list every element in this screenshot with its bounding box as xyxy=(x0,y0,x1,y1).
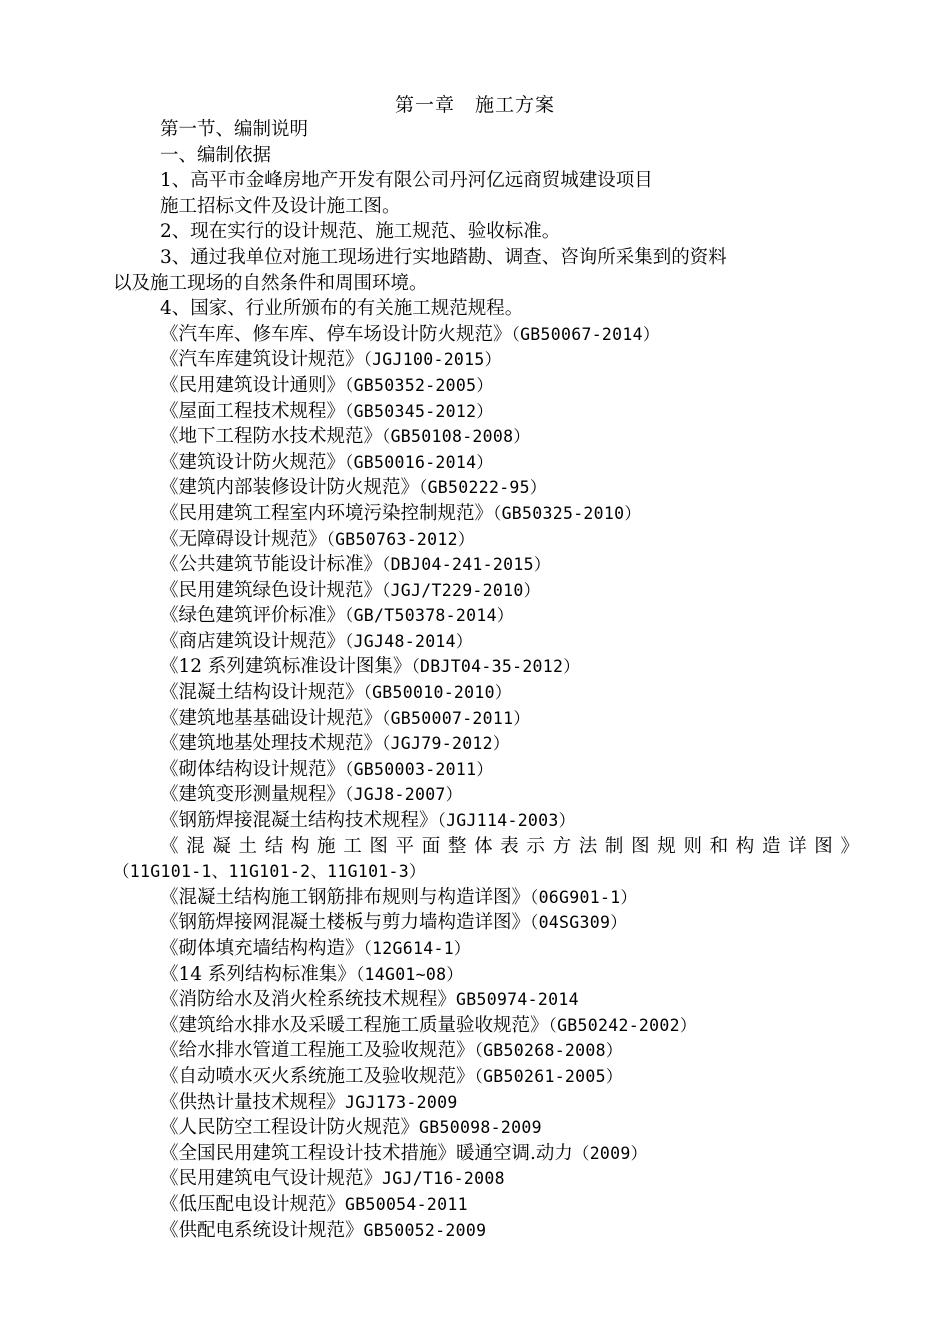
title-char: 结 xyxy=(264,835,284,857)
standard-name: 《12 系列建筑标准设计图集》 xyxy=(160,656,412,678)
standard-item xyxy=(113,527,859,553)
standard-item xyxy=(113,1192,859,1218)
standard-name: 《民用建筑设计通则》 xyxy=(160,374,346,396)
standard-code: （14G01~08） xyxy=(355,964,464,984)
standard-item xyxy=(113,322,859,348)
title-char: 《 xyxy=(160,835,179,857)
title-char: 法 xyxy=(578,835,598,857)
title-char: 规 xyxy=(657,835,676,857)
basis-item-3: 3、通过我单位对施工现场进行实地踏勘、调查、咨询所采集到的资料 xyxy=(160,246,727,268)
standard-code: （DBJ04-241-2015） xyxy=(382,555,551,575)
standard-code: （GB/T50378-2014） xyxy=(345,606,514,626)
title-char: 构 xyxy=(290,835,310,857)
standard-code: GB50052-2009 xyxy=(363,1220,487,1240)
standard-item xyxy=(113,808,859,834)
section-title: 第一节、编制说明 xyxy=(160,119,309,140)
subsection-title: 一、编制依据 xyxy=(160,144,272,166)
standard-name: 《绿色建筑评价标准》 xyxy=(160,605,346,627)
standard-code: （GB50763-2012） xyxy=(326,529,475,549)
standard-item xyxy=(113,1218,859,1244)
standard-item xyxy=(113,706,859,732)
title-char: 图 xyxy=(631,835,650,857)
title-char: 表 xyxy=(500,835,519,857)
standard-code: （JGJ114-2003） xyxy=(437,811,576,831)
standard-name: 《钢筋焊接混凝土结构技术规程》 xyxy=(160,810,438,832)
standard-item xyxy=(113,654,859,680)
standard-item xyxy=(113,731,859,757)
standard-item xyxy=(113,910,859,936)
standard-code: （GB50067-2014） xyxy=(511,324,660,344)
standard-name: 《汽车库、修车库、停车场设计防火规范》 xyxy=(160,323,512,345)
standard-name: 《混凝土结构施工钢筋排布规则与构造详图》 xyxy=(160,886,531,908)
standard-code: （12G614-1） xyxy=(363,939,471,958)
standard-name: 《全国民用建筑工程设计技术措施》暖通空调.动力 xyxy=(160,1142,573,1164)
standard-name: 《商店建筑设计规范》 xyxy=(160,630,346,652)
title-char: 面 xyxy=(421,835,441,857)
title-char: 制 xyxy=(604,835,624,857)
wrapped-standard-title xyxy=(113,834,859,860)
standard-item xyxy=(113,578,859,604)
title-char: 工 xyxy=(343,835,362,857)
standard-name: 《自动喷水灭火系统施工及验收规范》 xyxy=(160,1065,475,1087)
standard-item xyxy=(113,987,859,1013)
standard-item xyxy=(113,885,859,911)
standard-name: 《混凝土结构设计规范》 xyxy=(160,682,364,704)
standard-item xyxy=(113,1013,859,1039)
standard-name: 《供配电系统设计规范》 xyxy=(160,1219,364,1241)
standard-code: （JGJ/T229-2010） xyxy=(382,580,541,600)
basis-item-4: 4、国家、行业所颁布的有关施工规范规程。 xyxy=(160,298,524,320)
basis-item-1: 1、高平市金峰房地产开发有限公司丹河亿远商贸城建设项目 xyxy=(160,170,653,192)
standard-name: 《民用建筑工程室内环境污染控制规范》 xyxy=(160,502,494,524)
standard-code: （GB50345-2012） xyxy=(345,401,494,421)
standard-item xyxy=(113,1038,859,1064)
standard-item xyxy=(113,629,859,655)
standard-name: 《消防给水及消火栓系统技术规程》 xyxy=(160,989,457,1011)
standard-item xyxy=(113,962,859,988)
standard-name: 《低压配电设计规范》 xyxy=(160,1193,346,1215)
basis-item-1-continued: 施工招标文件及设计施工图。 xyxy=(160,195,401,217)
standard-name: 《建筑地基处理技术规范》 xyxy=(160,733,383,755)
standard-code: （06G901-1） xyxy=(530,887,638,907)
standard-item xyxy=(113,1166,859,1192)
standard-item xyxy=(113,424,859,450)
standard-item xyxy=(113,603,859,629)
standard-code: JGJ173-2009 xyxy=(345,1092,458,1112)
title-char: 示 xyxy=(526,835,545,857)
standard-name: 《钢筋焊接网混凝土楼板与剪力墙构造详图》 xyxy=(160,912,531,934)
standard-name: 《地下工程防水技术规范》 xyxy=(160,426,383,448)
standard-item xyxy=(113,373,859,399)
standard-code: GB50054-2011 xyxy=(345,1194,468,1214)
standard-name: 《砌体结构设计规范》 xyxy=(160,758,346,780)
standard-name: 《民用建筑电气设计规范》 xyxy=(160,1168,383,1190)
basis-item-2: 2、现在实行的设计规范、施工规范、验收标准。 xyxy=(160,221,561,243)
standard-code: （JGJ79-2012） xyxy=(382,734,510,754)
standard-code: （GB50261-2005） xyxy=(474,1066,623,1086)
standard-item xyxy=(113,757,859,783)
document-body xyxy=(113,117,859,1243)
standard-code: （GB50268-2008） xyxy=(474,1041,623,1061)
standard-code: （GB50016-2014） xyxy=(345,452,494,472)
standard-code: GB50098-2009 xyxy=(419,1118,542,1138)
standard-code: （JGJ8-2007） xyxy=(345,785,463,805)
standard-code: （GB50242-2002） xyxy=(548,1015,697,1035)
title-char: 图 xyxy=(814,835,833,857)
standard-name: 《建筑给水排水及采暖工程施工质量验收规范》 xyxy=(160,1014,549,1036)
standard-code: （JGJ100-2015） xyxy=(363,350,502,370)
standard-name: 《砌体填充墙结构构造》 xyxy=(160,938,364,959)
standard-code: （GB50352-2005） xyxy=(345,375,494,395)
title-char: 混 xyxy=(186,835,205,857)
title-char: 图 xyxy=(369,835,388,857)
standard-item xyxy=(113,680,859,706)
standard-item xyxy=(113,347,859,373)
standard-name: 《屋面工程技术规程》 xyxy=(160,400,346,422)
wrapped-standard-code: （11G101-1、11G101-2、11G101-3） xyxy=(113,862,426,882)
standard-name: 《建筑内部装修设计防火规范》 xyxy=(160,477,420,499)
standard-item xyxy=(113,1141,859,1167)
standard-code: （DBJT04-35-2012） xyxy=(411,657,581,677)
title-char: 构 xyxy=(735,835,755,857)
standard-code: （GB50108-2008） xyxy=(382,427,531,447)
standards-list xyxy=(113,322,859,834)
standard-code: （GB50007-2011） xyxy=(382,708,531,728)
standard-name: 《建筑地基基础设计规范》 xyxy=(160,707,383,729)
standard-name: 《建筑变形测量规程》 xyxy=(160,784,346,806)
basis-item-3-continued: 以及施工现场的自然条件和周围环境。 xyxy=(113,272,428,294)
standard-name: 《人民防空工程设计防火规范》 xyxy=(160,1117,420,1139)
title-char: 整 xyxy=(447,835,467,857)
title-char: 施 xyxy=(317,835,336,857)
standard-name: 《建筑设计防火规范》 xyxy=(160,451,346,473)
standard-code: JGJ/T16-2008 xyxy=(382,1169,505,1189)
standard-name: 《汽车库建筑设计规范》 xyxy=(160,349,364,371)
standard-item xyxy=(113,1090,859,1116)
standard-item xyxy=(113,1064,859,1090)
standard-code: （GB50003-2011） xyxy=(345,759,494,779)
title-char: 则 xyxy=(683,835,702,857)
standard-code: （JGJ48-2014） xyxy=(345,631,473,651)
standard-name: 《民用建筑绿色设计规范》 xyxy=(160,579,383,601)
title-char: 平 xyxy=(395,835,415,857)
standard-item xyxy=(113,475,859,501)
standard-name: 《无障碍设计规范》 xyxy=(160,528,327,550)
standard-code: （GB50325-2010） xyxy=(493,503,642,523)
standard-code: （GB50010-2010） xyxy=(363,683,512,703)
standard-item xyxy=(113,450,859,476)
standard-item xyxy=(113,399,859,425)
standard-name: 《供热计量技术规程》 xyxy=(160,1091,346,1113)
title-char: 》 xyxy=(840,835,859,857)
standard-code: GB50974-2014 xyxy=(456,990,579,1010)
standard-code: （2009） xyxy=(572,1143,648,1163)
title-char: 凝 xyxy=(212,835,231,857)
standard-code: （04SG309） xyxy=(530,913,628,933)
standard-name: 《公共建筑节能设计标准》 xyxy=(160,554,383,576)
title-char: 详 xyxy=(788,835,807,857)
title-char: 和 xyxy=(709,835,729,857)
title-char: 造 xyxy=(761,835,781,857)
standard-item xyxy=(113,1115,859,1141)
title-char: 体 xyxy=(474,835,493,857)
standards-list-2 xyxy=(113,885,859,1243)
chapter-title: 第一章 施工方案 xyxy=(394,94,555,116)
standard-item xyxy=(113,936,859,962)
title-char: 方 xyxy=(552,835,572,857)
standard-item xyxy=(113,782,859,808)
standard-item xyxy=(113,552,859,578)
standard-item xyxy=(113,501,859,527)
title-char: 土 xyxy=(238,835,258,857)
standard-code: （GB50222-95） xyxy=(419,478,547,498)
standard-name: 《给水排水管道工程施工及验收规范》 xyxy=(160,1040,475,1062)
standard-name: 《14 系列结构标准集》 xyxy=(160,963,356,985)
